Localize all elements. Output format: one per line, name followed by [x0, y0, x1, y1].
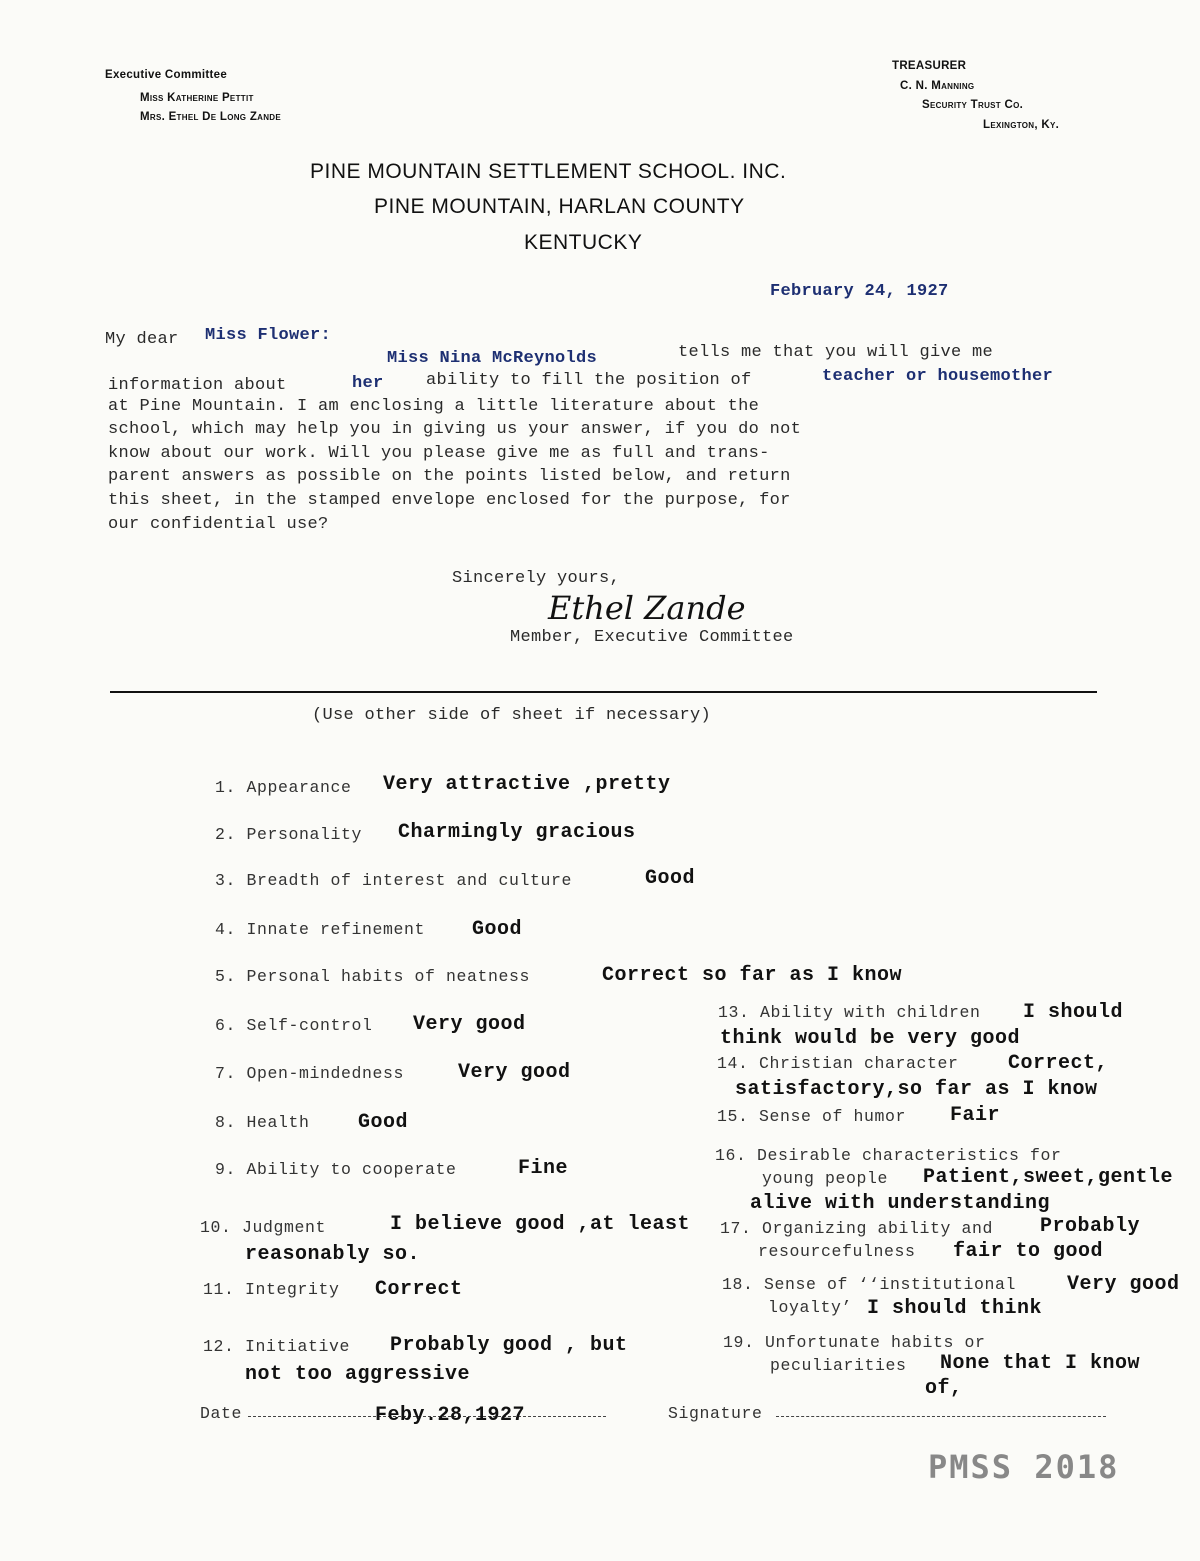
letter-text: know about our work. Will you please give me as full and trans-: [108, 444, 770, 463]
item-answer: Very attractive ,pretty: [383, 773, 671, 796]
item-label: 8. Health: [215, 1113, 310, 1132]
note: (Use other side of sheet if necessary): [312, 706, 712, 725]
item-label: 3. Breadth of interest and culture: [215, 871, 573, 890]
item-label: 4. Innate refinement: [215, 920, 426, 939]
letter-text: this sheet, in the stamped envelope enclosed for the purpose, for: [108, 491, 791, 510]
item-label: 12. Initiative: [203, 1337, 351, 1356]
item-answer: reasonably so.: [245, 1243, 421, 1266]
committee-member: Miss Katherine Pettit: [140, 92, 254, 104]
item-answer: Fine: [518, 1157, 569, 1180]
committee-title: Executive Committee: [105, 69, 228, 81]
item-answer: Very good: [458, 1061, 571, 1084]
school-state: KENTUCKY: [524, 231, 643, 254]
signature-line: [776, 1416, 1106, 1417]
letter-text: school, which may help you in giving us your answer, if you do not: [108, 420, 802, 439]
candidate-name: Miss Nina McReynolds: [387, 349, 598, 368]
item-answer: Good: [358, 1111, 409, 1134]
signer-title: Member, Executive Committee: [510, 628, 794, 647]
item-label: 13. Ability with children: [718, 1003, 981, 1022]
item-label: 15. Sense of humor: [717, 1107, 907, 1126]
handwritten-signature: Ethel Zande: [548, 589, 746, 627]
item-answer: Very good: [413, 1013, 526, 1036]
item-answer: I should: [1023, 1001, 1124, 1024]
treasurer-line: C. N. Manning: [900, 80, 975, 92]
item-answer: alive with understanding: [750, 1192, 1051, 1215]
date-value: Feby.28,1927: [375, 1404, 526, 1427]
archive-stamp: PMSS 2018: [928, 1448, 1120, 1486]
school-name: PINE MOUNTAIN SETTLEMENT SCHOOL. INC.: [310, 160, 787, 183]
item-answer: Correct so far as I know: [602, 964, 903, 987]
treasurer-line: Lexington, Ky.: [983, 119, 1060, 131]
letter-date: February 24, 1927: [770, 282, 949, 301]
item-label: 16. Desirable characteristics for: [715, 1146, 1062, 1165]
item-label: loyalty’: [768, 1298, 853, 1317]
candidate-pronoun: her: [352, 374, 384, 393]
item-answer: Good: [472, 918, 523, 941]
item-answer: fair to good: [953, 1240, 1104, 1263]
item-label: 6. Self-control: [215, 1016, 373, 1035]
item-answer: Correct,: [1008, 1052, 1109, 1075]
item-label: 1. Appearance: [215, 778, 352, 797]
letter-text: at Pine Mountain. I am enclosing a little literature about the: [108, 397, 760, 416]
letter-text: information about: [108, 376, 287, 395]
letter-text: tells me that you will give me: [678, 343, 994, 362]
item-label: 18. Sense of ‘‘institutional: [722, 1275, 1017, 1294]
signature-label: Signature: [668, 1404, 763, 1423]
item-answer: I believe good ,at least: [390, 1213, 691, 1236]
position: teacher or housemother: [822, 367, 1054, 386]
item-answer: Charmingly gracious: [398, 821, 636, 844]
recipient: Miss Flower:: [205, 326, 332, 345]
treasurer-title: TREASURER: [892, 60, 967, 72]
item-answer: None that I know: [940, 1352, 1141, 1375]
item-answer: Good: [645, 867, 696, 890]
item-answer: I should think: [867, 1297, 1043, 1320]
item-answer: Fair: [950, 1104, 1001, 1127]
letter-text: parent answers as possible on the points listed below, and return: [108, 467, 791, 486]
item-answer: satisfactory,so far as I know: [735, 1078, 1098, 1101]
item-label: 7. Open-mindedness: [215, 1064, 405, 1083]
item-answer: Probably good , but: [390, 1334, 628, 1357]
divider: [110, 691, 1097, 693]
item-label: resourcefulness: [758, 1242, 916, 1261]
treasurer-line: Security Trust Co.: [922, 99, 1024, 111]
item-label: 17. Organizing ability and: [720, 1219, 994, 1238]
item-answer: Patient,sweet,gentle: [923, 1166, 1174, 1189]
salutation: My dear: [105, 330, 179, 349]
item-label: 5. Personal habits of neatness: [215, 967, 531, 986]
item-answer: Probably: [1040, 1215, 1141, 1238]
item-label: 11. Integrity: [203, 1280, 340, 1299]
date-label: Date: [200, 1404, 243, 1423]
item-label: young people: [762, 1169, 889, 1188]
letter-text: our confidential use?: [108, 515, 329, 534]
item-label: peculiarities: [770, 1356, 907, 1375]
item-label: 14. Christian character: [717, 1054, 959, 1073]
item-label: 10. Judgment: [200, 1218, 327, 1237]
item-answer: Correct: [375, 1278, 463, 1301]
item-label: 19. Unfortunate habits or: [723, 1333, 986, 1352]
item-answer: Very good: [1067, 1273, 1180, 1296]
committee-member: Mrs. Ethel De Long Zande: [140, 111, 282, 123]
item-answer: think would be very good: [720, 1027, 1021, 1050]
closing: Sincerely yours,: [452, 569, 621, 588]
letter-text: ability to fill the position of: [426, 371, 752, 390]
item-label: 9. Ability to cooperate: [215, 1160, 457, 1179]
item-answer: of,: [925, 1377, 963, 1400]
item-answer: not too aggressive: [245, 1363, 471, 1386]
item-label: 2. Personality: [215, 825, 363, 844]
school-location: PINE MOUNTAIN, HARLAN COUNTY: [374, 195, 745, 218]
